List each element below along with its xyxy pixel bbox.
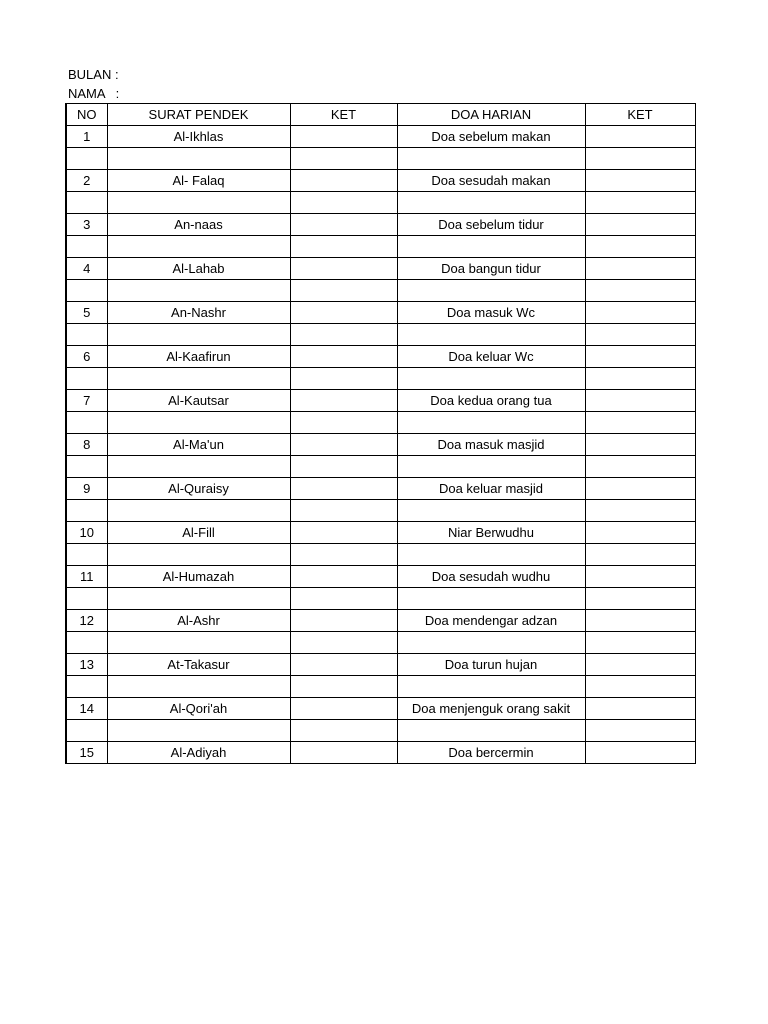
table-row [66, 170, 695, 192]
cell-blank [397, 236, 585, 258]
cell-doa-harian: Doa keluar masjid [397, 478, 585, 500]
cell-blank [66, 368, 107, 390]
cell-ket [290, 522, 397, 544]
table-row-blank [66, 456, 695, 478]
table-row-blank [66, 368, 695, 390]
cell-doa-harian: Doa sesudah makan [397, 170, 585, 192]
cell-ket [290, 698, 397, 720]
nama-label: NAMA : [68, 86, 120, 101]
cell-blank [66, 500, 107, 522]
table-row [66, 258, 695, 280]
cell-surat-pendek: Al-Quraisy [107, 478, 290, 500]
cell-blank [397, 192, 585, 214]
cell-blank [585, 192, 695, 214]
cell-blank [290, 632, 397, 654]
cell-surat-pendek: Al-Ma'un [107, 434, 290, 456]
cell-blank [66, 412, 107, 434]
table-row-blank [66, 720, 695, 742]
cell-ket [290, 214, 397, 236]
cell-blank [107, 544, 290, 566]
cell-no: 3 [66, 214, 107, 236]
cell-blank [290, 368, 397, 390]
cell-blank [397, 720, 585, 742]
cell-blank [585, 676, 695, 698]
cell-doa-harian: Doa bercermin [397, 742, 585, 764]
cell-blank [585, 280, 695, 302]
cell-doa-harian: Doa bangun tidur [397, 258, 585, 280]
cell-blank [107, 280, 290, 302]
cell-no: 2 [66, 170, 107, 192]
table-row [66, 214, 695, 236]
cell-ket [290, 654, 397, 676]
cell-surat-pendek: Al- Falaq [107, 170, 290, 192]
cell-ket-2 [585, 258, 695, 280]
cell-blank [107, 236, 290, 258]
cell-doa-harian: Niar Berwudhu [397, 522, 585, 544]
cell-blank [66, 720, 107, 742]
table-row [66, 126, 695, 148]
cell-surat-pendek: At-Takasur [107, 654, 290, 676]
cell-blank [66, 588, 107, 610]
cell-ket-2 [585, 214, 695, 236]
cell-no: 11 [66, 566, 107, 588]
cell-ket [290, 346, 397, 368]
cell-blank [290, 720, 397, 742]
cell-blank [397, 632, 585, 654]
cell-blank [290, 412, 397, 434]
table-row-blank [66, 324, 695, 346]
cell-doa-harian: Doa masuk Wc [397, 302, 585, 324]
cell-blank [585, 544, 695, 566]
cell-ket [290, 566, 397, 588]
table-row-blank [66, 676, 695, 698]
cell-blank [585, 236, 695, 258]
cell-no: 7 [66, 390, 107, 412]
cell-doa-harian: Doa masuk masjid [397, 434, 585, 456]
table-row [66, 742, 695, 764]
table-row-blank [66, 412, 695, 434]
cell-surat-pendek: Al-Qori'ah [107, 698, 290, 720]
cell-doa-harian: Doa sebelum tidur [397, 214, 585, 236]
cell-doa-harian: Doa sesudah wudhu [397, 566, 585, 588]
cell-blank [107, 412, 290, 434]
cell-blank [66, 544, 107, 566]
cell-doa-harian: Doa kedua orang tua [397, 390, 585, 412]
cell-no: 6 [66, 346, 107, 368]
cell-blank [585, 324, 695, 346]
cell-surat-pendek: Al-Humazah [107, 566, 290, 588]
cell-blank [397, 544, 585, 566]
cell-blank [585, 500, 695, 522]
cell-blank [66, 676, 107, 698]
cell-blank [107, 500, 290, 522]
cell-blank [585, 148, 695, 170]
cell-blank [397, 676, 585, 698]
cell-surat-pendek: An-naas [107, 214, 290, 236]
cell-ket [290, 302, 397, 324]
cell-surat-pendek: Al-Kautsar [107, 390, 290, 412]
cell-ket-2 [585, 698, 695, 720]
table-row [66, 654, 695, 676]
cell-blank [66, 280, 107, 302]
cell-ket-2 [585, 522, 695, 544]
table-row-blank [66, 544, 695, 566]
table-header-row [66, 104, 695, 126]
cell-blank [107, 192, 290, 214]
cell-blank [585, 368, 695, 390]
cell-blank [397, 324, 585, 346]
cell-blank [107, 588, 290, 610]
table-row-blank [66, 588, 695, 610]
cell-doa-harian: Doa mendengar adzan [397, 610, 585, 632]
cell-blank [290, 456, 397, 478]
cell-blank [397, 280, 585, 302]
table-body [66, 126, 695, 764]
cell-ket [290, 390, 397, 412]
cell-blank [66, 456, 107, 478]
table-row [66, 434, 695, 456]
cell-ket-2 [585, 346, 695, 368]
cell-doa-harian: Doa sebelum makan [397, 126, 585, 148]
cell-blank [290, 192, 397, 214]
cell-ket [290, 126, 397, 148]
bulan-label: BULAN : [68, 67, 119, 82]
cell-no: 12 [66, 610, 107, 632]
table-row-blank [66, 236, 695, 258]
cell-blank [397, 412, 585, 434]
cell-surat-pendek: Al-Ashr [107, 610, 290, 632]
cell-blank [107, 456, 290, 478]
cell-blank [107, 324, 290, 346]
table-row-blank [66, 192, 695, 214]
cell-ket [290, 742, 397, 764]
column-header-doa-harian: DOA HARIAN [397, 104, 585, 126]
cell-ket [290, 478, 397, 500]
cell-doa-harian: Doa turun hujan [397, 654, 585, 676]
cell-ket [290, 170, 397, 192]
cell-blank [585, 412, 695, 434]
cell-blank [66, 148, 107, 170]
table-row [66, 346, 695, 368]
cell-doa-harian: Doa keluar Wc [397, 346, 585, 368]
cell-surat-pendek: Al-Adiyah [107, 742, 290, 764]
column-header-no: NO [66, 104, 107, 126]
table-row-blank [66, 280, 695, 302]
cell-blank [66, 632, 107, 654]
table-row [66, 478, 695, 500]
cell-blank [290, 500, 397, 522]
cell-blank [585, 588, 695, 610]
cell-no: 15 [66, 742, 107, 764]
cell-blank [397, 148, 585, 170]
cell-ket-2 [585, 742, 695, 764]
cell-no: 14 [66, 698, 107, 720]
table-row [66, 390, 695, 412]
cell-no: 13 [66, 654, 107, 676]
cell-no: 5 [66, 302, 107, 324]
column-header-ket-2: KET [585, 104, 695, 126]
cell-doa-harian: Doa menjenguk orang sakit [397, 698, 585, 720]
table-row [66, 610, 695, 632]
cell-blank [290, 280, 397, 302]
table-row [66, 522, 695, 544]
cell-blank [290, 544, 397, 566]
table-row-blank [66, 148, 695, 170]
cell-no: 10 [66, 522, 107, 544]
cell-ket-2 [585, 566, 695, 588]
cell-blank [397, 456, 585, 478]
cell-ket [290, 610, 397, 632]
cell-ket [290, 434, 397, 456]
cell-ket-2 [585, 170, 695, 192]
cell-blank [290, 148, 397, 170]
cell-surat-pendek: Al-Kaafirun [107, 346, 290, 368]
cell-no: 9 [66, 478, 107, 500]
cell-blank [66, 236, 107, 258]
cell-ket-2 [585, 390, 695, 412]
cell-blank [107, 720, 290, 742]
cell-blank [397, 500, 585, 522]
cell-blank [585, 456, 695, 478]
cell-surat-pendek: Al-Lahab [107, 258, 290, 280]
cell-blank [290, 236, 397, 258]
table-row [66, 302, 695, 324]
table-row-blank [66, 632, 695, 654]
cell-surat-pendek: An-Nashr [107, 302, 290, 324]
cell-blank [290, 324, 397, 346]
cell-ket-2 [585, 654, 695, 676]
cell-blank [397, 368, 585, 390]
column-header-ket: KET [290, 104, 397, 126]
column-header-surat-pendek: SURAT PENDEK [107, 104, 290, 126]
cell-no: 4 [66, 258, 107, 280]
cell-blank [397, 588, 585, 610]
cell-blank [585, 632, 695, 654]
cell-blank [107, 632, 290, 654]
cell-no: 8 [66, 434, 107, 456]
cell-blank [290, 676, 397, 698]
cell-ket-2 [585, 478, 695, 500]
cell-no: 1 [66, 126, 107, 148]
checklist-table [65, 103, 696, 764]
cell-blank [107, 368, 290, 390]
table-row [66, 698, 695, 720]
cell-ket-2 [585, 434, 695, 456]
cell-ket-2 [585, 610, 695, 632]
cell-blank [66, 192, 107, 214]
cell-blank [66, 324, 107, 346]
cell-blank [107, 148, 290, 170]
table-row [66, 566, 695, 588]
cell-blank [290, 588, 397, 610]
cell-surat-pendek: Al-Ikhlas [107, 126, 290, 148]
table-row-blank [66, 500, 695, 522]
cell-surat-pendek: Al-Fill [107, 522, 290, 544]
cell-ket [290, 258, 397, 280]
cell-blank [585, 720, 695, 742]
cell-ket-2 [585, 302, 695, 324]
cell-blank [107, 676, 290, 698]
cell-ket-2 [585, 126, 695, 148]
